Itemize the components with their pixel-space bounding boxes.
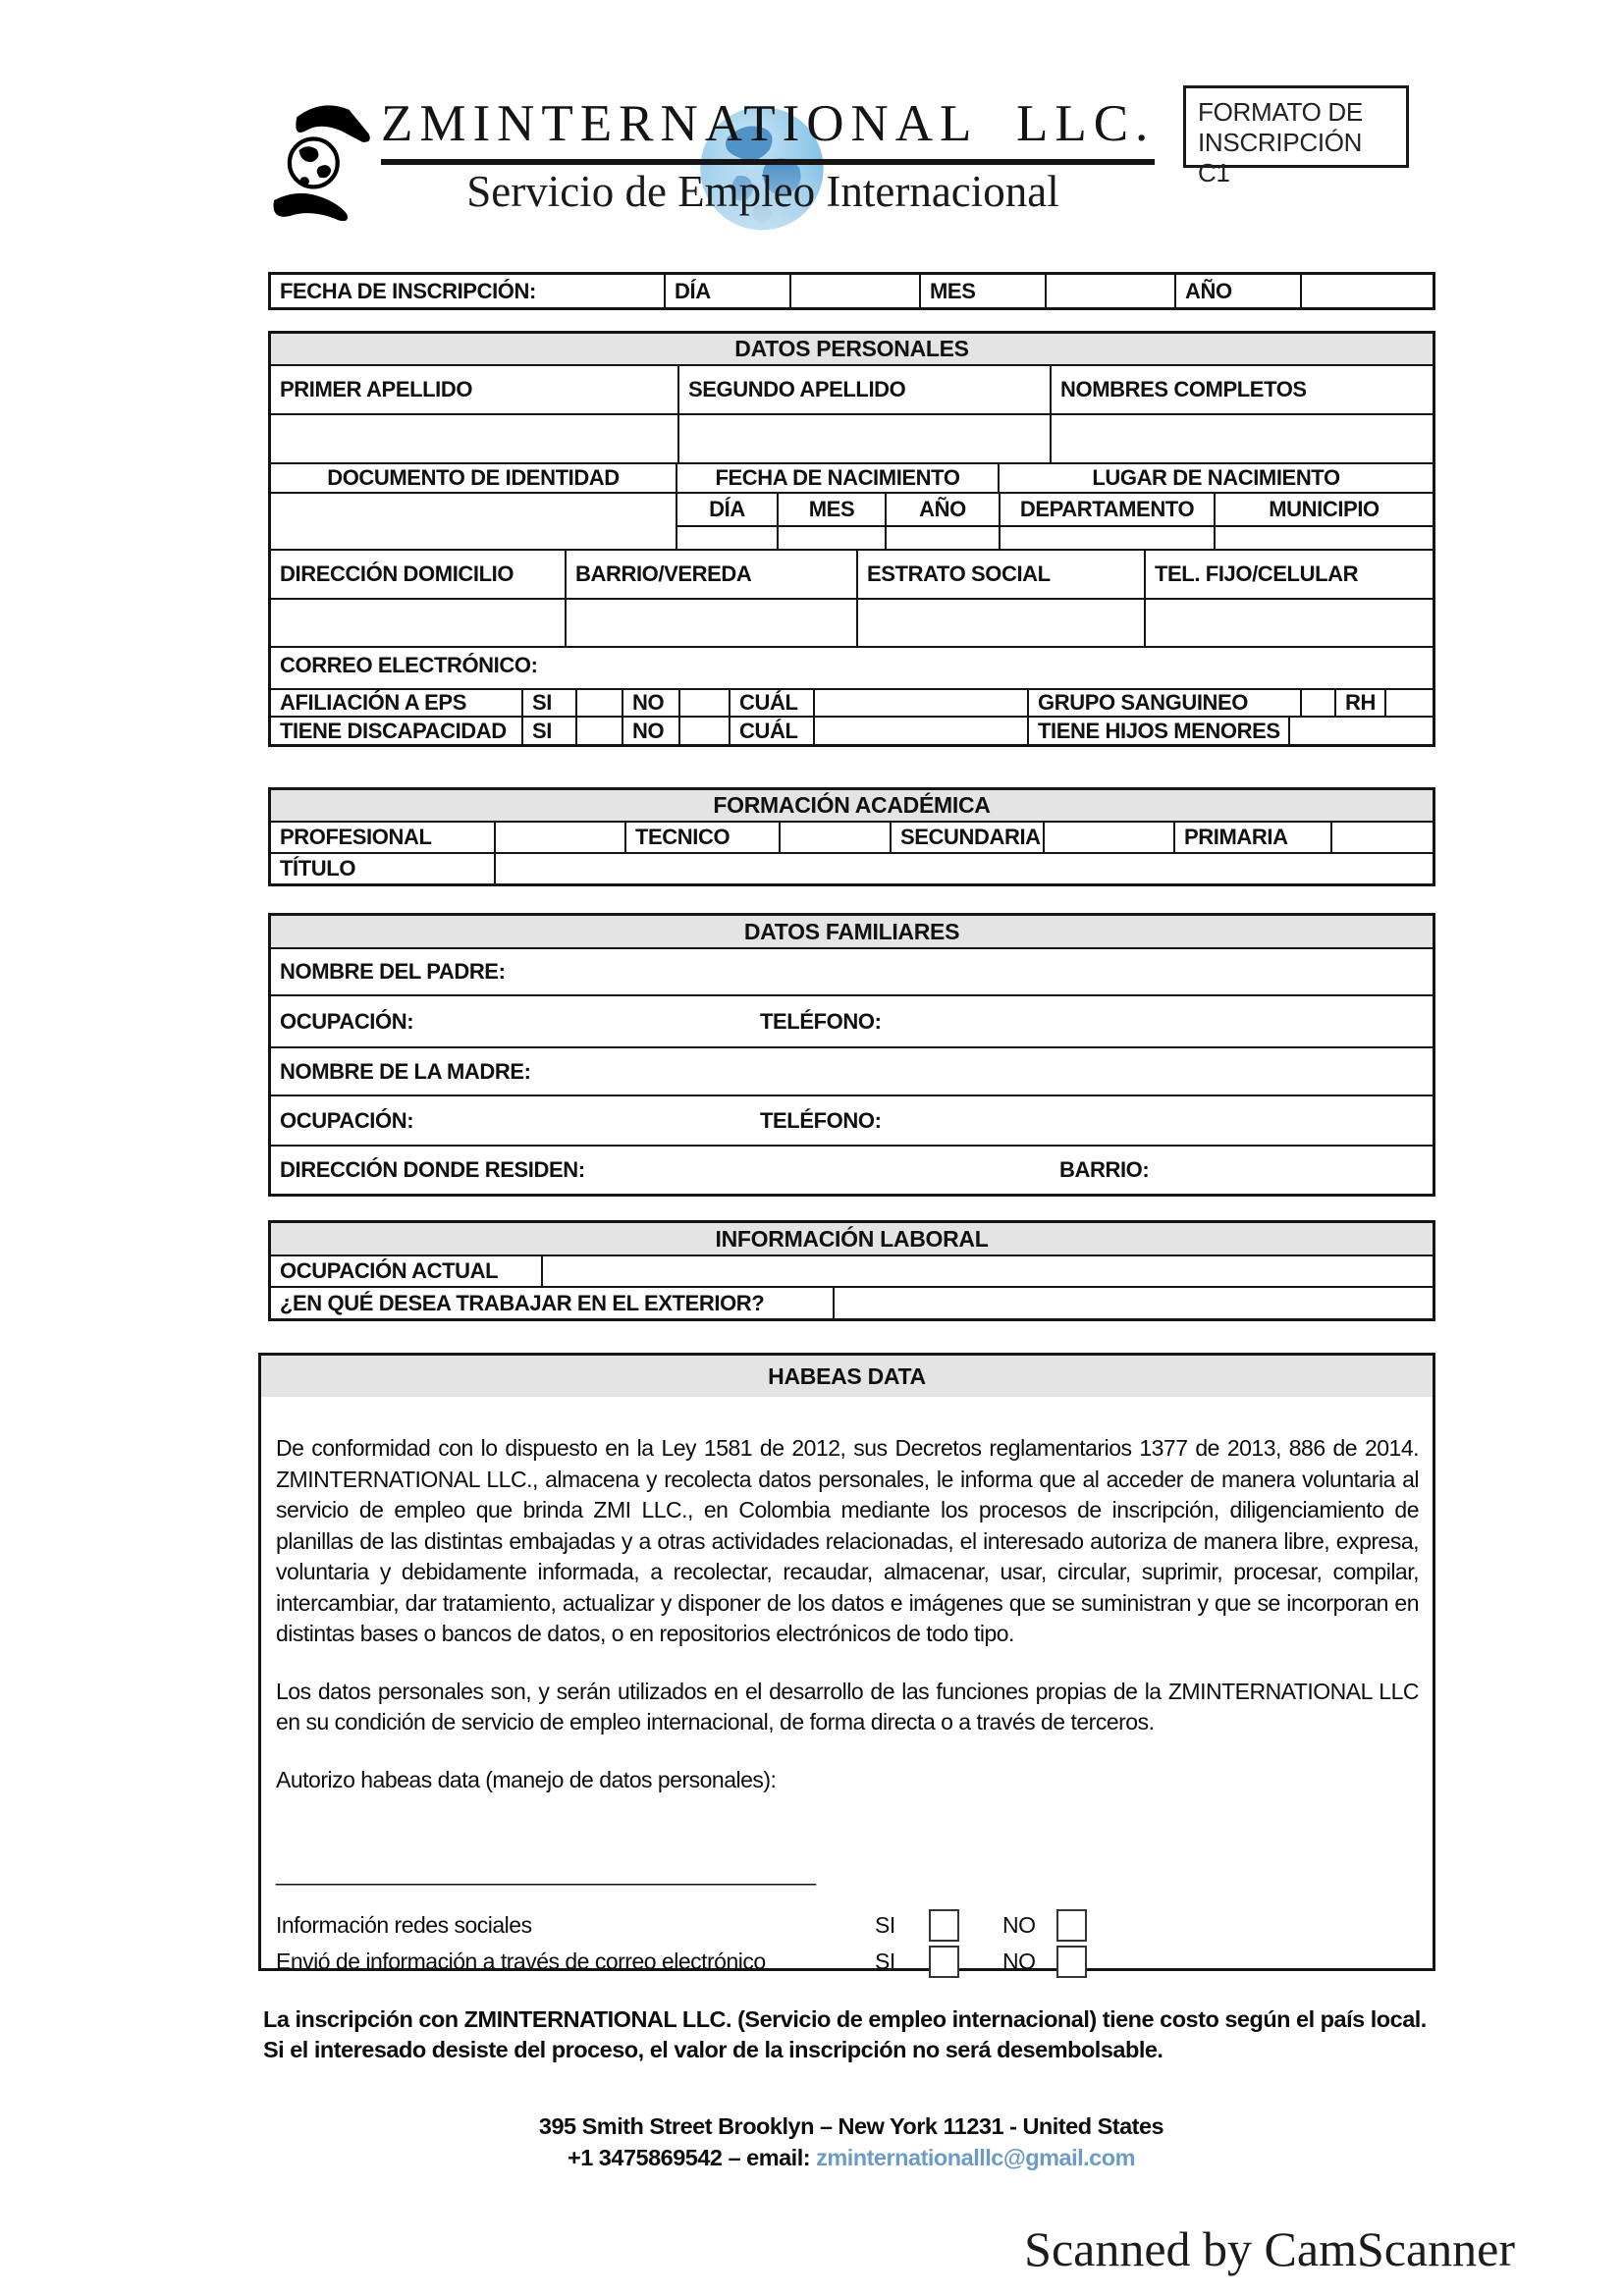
profesional-cell (494, 823, 624, 852)
envio-si-label: SI (875, 1949, 895, 1974)
nacimiento-ano-cell (885, 527, 999, 549)
telefono-padre-label: TELÉFONO: (760, 1008, 882, 1034)
grupo-sanguineo-cell (1300, 690, 1334, 716)
municipio-cell (1214, 527, 1433, 549)
eps-no-label: NO (622, 690, 678, 716)
primer-apellido-label: PRIMER APELLIDO (280, 377, 473, 401)
departamento-label: DEPARTAMENTO (999, 494, 1214, 525)
primaria-label: PRIMARIA (1173, 823, 1330, 852)
nacimiento-mes-cell (777, 527, 885, 549)
street-address: 395 Smith Street Brooklyn – New York 11231 - United States (538, 2113, 1164, 2139)
datos-personales-header: DATOS PERSONALES (271, 334, 1433, 364)
datos-familiares-header: DATOS FAMILIARES (271, 916, 1433, 947)
telefono-madre-label: TELÉFONO: (760, 1107, 882, 1133)
informacion-laboral-header: INFORMACIÓN LABORAL (271, 1223, 1433, 1255)
redes-no-label: NO (1002, 1912, 1036, 1938)
discapacidad-cual-label: CUÁL (729, 718, 813, 744)
ocupacion-madre-label: OCUPACIÓN: (280, 1107, 414, 1133)
fecha-dia-label: DÍA (664, 275, 789, 307)
address-block (267, 2110, 1435, 2173)
discapacidad-no-label: NO (622, 718, 678, 744)
redes-sociales-label: Información redes sociales (276, 1912, 532, 1938)
nacimiento-mes-label: MES (777, 494, 885, 525)
nacimiento-ano-label: AÑO (885, 494, 999, 525)
discapacidad-si-cell (575, 718, 622, 744)
direccion-domicilio-cell (271, 600, 565, 646)
phone-label: +1 3475869542 – email: (567, 2145, 817, 2170)
signature-line: ___________________________________________ (276, 1860, 817, 1886)
segundo-apellido-label: SEGUNDO APELLIDO (677, 366, 1050, 413)
format-line1: FORMATO DE (1198, 97, 1363, 127)
datos-familiares-table (268, 913, 1435, 1197)
fecha-dia-cell (789, 275, 919, 307)
fecha-ano-cell (1300, 275, 1433, 307)
discapacidad-cual-cell (813, 718, 1027, 744)
grupo-sanguineo-label: GRUPO SANGUINEO (1027, 690, 1300, 716)
brand-tagline: Servicio de Empleo Internacional (466, 167, 1059, 216)
barrio-label: BARRIO: (1059, 1157, 1150, 1182)
camscanner-watermark: Scanned by CamScanner (1024, 2221, 1515, 2276)
primaria-cell (1330, 823, 1433, 852)
eps-si-label: SI (521, 690, 575, 716)
direccion-residen-label: DIRECCIÓN DONDE RESIDEN: (280, 1157, 585, 1182)
tel-fijo-celular-cell (1144, 600, 1433, 646)
habeas-data-box (258, 1353, 1435, 1974)
informacion-laboral-table (268, 1220, 1435, 1321)
nombre-madre-label: NOMBRE DE LA MADRE: (280, 1058, 531, 1084)
brand-block (381, 94, 1156, 217)
eps-cual-cell (813, 690, 1027, 716)
formacion-academica-header: FORMACIÓN ACADÉMICA (271, 790, 1433, 821)
nombres-completos-cell (1050, 415, 1433, 462)
format-line2: INSCRIPCIÓN C1 (1198, 128, 1363, 187)
barrio-vereda-label: BARRIO/VEREDA (565, 551, 856, 598)
rh-label: RH (1334, 690, 1384, 716)
correo-electronico-label: CORREO ELECTRÓNICO: (280, 653, 538, 677)
ocupacion-padre-label: OCUPACIÓN: (280, 1008, 414, 1034)
envio-correo-label: Envió de información a través de correo electrónico (276, 1949, 766, 1974)
municipio-label: MUNICIPIO (1214, 494, 1433, 525)
envio-correo-row (276, 1945, 1419, 1979)
profesional-label: PROFESIONAL (280, 825, 432, 849)
redes-si-label: SI (875, 1912, 895, 1938)
discapacidad-si-label: SI (521, 718, 575, 744)
nombre-padre-label: NOMBRE DEL PADRE: (280, 959, 506, 984)
fecha-inscripcion-table (268, 272, 1435, 310)
ocupacion-actual-label: OCUPACIÓN ACTUAL (280, 1258, 499, 1283)
formacion-academica-table (268, 787, 1435, 886)
tiene-hijos-menores-label: TIENE HIJOS MENORES (1027, 718, 1288, 744)
email-link: zminternationalllc@gmail.com (816, 2145, 1136, 2170)
nacimiento-dia-label: DÍA (709, 497, 745, 521)
documento-identidad-cell (271, 494, 676, 549)
hands-globe-logo-icon (267, 96, 383, 232)
documento-identidad-label: DOCUMENTO DE IDENTIDAD (327, 465, 620, 490)
discapacidad-no-cell (678, 718, 729, 744)
nacimiento-dia-cell (677, 527, 777, 549)
ocupacion-actual-cell (541, 1256, 1433, 1286)
fecha-ano-label: AÑO (1174, 275, 1300, 307)
fecha-nacimiento-label: FECHA DE NACIMIENTO (676, 464, 998, 492)
tecnico-cell (779, 823, 890, 852)
primer-apellido-cell (271, 415, 677, 462)
secundaria-label: SECUNDARIA (890, 823, 1043, 852)
envio-si-checkbox (929, 1946, 959, 1978)
habeas-paragraph-2: Los datos personales son, y serán utilizados en el desarrollo de las funciones propias de la ZMINTERNATIONAL LLC en su condición de servicio de empleo internacional, de forma directa o a través de terceros. (276, 1678, 1419, 1735)
estrato-social-cell (856, 600, 1144, 646)
habeas-data-header: HABEAS DATA (261, 1356, 1433, 1397)
estrato-social-label: ESTRATO SOCIAL (856, 551, 1144, 598)
segundo-apellido-cell (677, 415, 1050, 462)
tecnico-label: TECNICO (624, 823, 779, 852)
redes-no-checkbox (1056, 1909, 1087, 1942)
hijos-menores-cell (1288, 718, 1433, 744)
habeas-paragraph-1: De conformidad con lo dispuesto en la Ley 1581 de 2012, sus Decretos reglamentarios 1377 de 2013, 886 de 2014. ZMINTERNATIONAL LLC., almacena y recolecta datos personales, le informa que al acceder de manera voluntaria al servicio de empleo que brinda ZMI LLC., en Colombia mediante los procesos de inscripción, diligenciamiento de planillas de las distintas embajadas y a otras actividades relacionadas, el interesado autoriza de manera libre, expresa, voluntaria y debidamente informada, a recolectar, recaudar, almacenar, usar, circular, suprimir, procesar, compilar, intercambiar, dar tratamiento, actualizar y disponer de los datos e imágenes que se suministran y que se incorporan en distintas bases o bancos de datos, o en repositorios electrónicos de todo tipo. (276, 1435, 1419, 1646)
rh-cell (1384, 690, 1433, 716)
fecha-mes-label: MES (919, 275, 1045, 307)
fecha-mes-cell (1045, 275, 1174, 307)
barrio-vereda-cell (565, 600, 856, 646)
inscription-cost-note: La inscripción con ZMINTERNATIONAL LLC. (Servicio de empleo internacional) tiene costo según el país local. Si el interesado desiste del proceso, el valor de la inscripción no será desembolsable. (263, 2006, 1427, 2062)
trabajo-exterior-label: ¿EN QUÉ DESEA TRABAJAR EN EL EXTERIOR? (280, 1290, 765, 1315)
eps-no-cell (678, 690, 729, 716)
fecha-inscripcion-label: FECHA DE INSCRIPCIÓN: (280, 278, 536, 303)
tiene-discapacidad-label: TIENE DISCAPACIDAD (280, 718, 507, 743)
secundaria-cell (1043, 823, 1173, 852)
redes-sociales-row (276, 1908, 1419, 1943)
afiliacion-eps-label: AFILIACIÓN A EPS (280, 690, 466, 715)
nombres-completos-label: NOMBRES COMPLETOS (1050, 366, 1433, 413)
envio-no-checkbox (1056, 1946, 1087, 1978)
format-box (1183, 85, 1409, 187)
departamento-cell (999, 527, 1214, 549)
datos-personales-table (268, 331, 1435, 747)
phone-email-line (267, 2142, 1435, 2173)
trabajo-exterior-cell (833, 1288, 1433, 1318)
titulo-label: TÍTULO (280, 856, 356, 881)
lugar-nacimiento-label: LUGAR DE NACIMIENTO (998, 464, 1433, 492)
direccion-domicilio-label: DIRECCIÓN DOMICILIO (280, 561, 514, 586)
envio-no-label: NO (1002, 1949, 1036, 1974)
habeas-authorization-label: Autorizo habeas data (manejo de datos personales): (276, 1766, 777, 1792)
eps-si-cell (575, 690, 622, 716)
brand-title: ZMINTERNATIONAL LLC. (381, 94, 1155, 165)
titulo-cell (494, 854, 1433, 883)
redes-si-checkbox (929, 1909, 959, 1942)
habeas-data-body (261, 1397, 1433, 1979)
tel-fijo-celular-label: TEL. FIJO/CELULAR (1144, 551, 1433, 598)
eps-cual-label: CUÁL (729, 690, 813, 716)
